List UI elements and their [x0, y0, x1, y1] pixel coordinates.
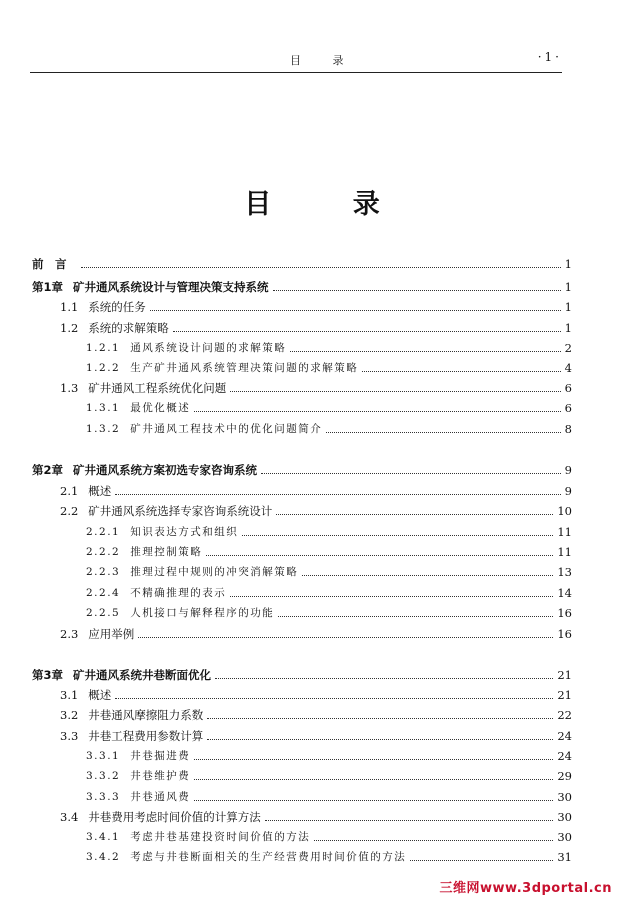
toc-entry-number: 第1章 [32, 280, 64, 294]
toc-subsection-entry [86, 789, 572, 805]
toc-entry-number: 1.2.1 [86, 342, 121, 354]
toc-entry-page: 1 [564, 280, 572, 294]
toc-entry-number: 3.3.1 [86, 750, 121, 762]
toc-subsection-entry [86, 340, 572, 356]
toc-entry-number: 3.3.3 [86, 791, 121, 803]
toc-entry-number: 2.2.2 [86, 546, 121, 558]
toc-entry-number: 2.2.1 [86, 526, 121, 538]
toc-entry-number: 2.2 [60, 504, 79, 518]
toc-entry-number: 3.3 [60, 729, 79, 743]
dot-leader [194, 759, 553, 760]
toc-entry-page: 21 [557, 668, 572, 682]
toc-subsection-entry [86, 829, 572, 845]
toc-subsection-entry [86, 421, 572, 437]
toc-entry-title: 生产矿井通风系统管理决策问题的求解策略 [130, 362, 359, 374]
toc-entry-title: 概述 [88, 484, 112, 498]
toc-subsection-entry [86, 360, 572, 376]
page-title: 目 录 [244, 189, 416, 220]
dot-leader [138, 637, 553, 638]
toc-entry-number: 2.3 [60, 627, 79, 641]
toc-entry-number: 1.3.1 [86, 402, 121, 414]
toc-entry-number: 1.1 [60, 300, 79, 314]
dot-leader [206, 555, 553, 556]
toc-entry-number: 1.2 [60, 321, 79, 335]
toc-subsection-entry [86, 564, 572, 580]
toc-entry-title: 考虑与井巷断面相关的生产经营费用时间价值的方法 [130, 851, 407, 863]
toc-entry-title: 系统的任务 [88, 300, 146, 314]
toc-entry-page: 4 [564, 361, 572, 375]
toc-chapter-entry [32, 256, 572, 272]
dot-leader [278, 616, 553, 617]
dot-leader [276, 514, 553, 515]
dot-leader [81, 267, 561, 268]
dot-leader [194, 779, 553, 780]
toc-entry-page: 9 [564, 463, 572, 477]
toc-entry-title: 人机接口与解释程序的功能 [130, 607, 275, 619]
toc-entry-number: 第2章 [32, 463, 64, 477]
toc-chapter-entry [32, 462, 572, 478]
toc-entry-title: 井巷通风摩擦阻力系数 [88, 708, 204, 722]
toc-subsection-entry [86, 585, 572, 601]
toc-entry-page: 8 [564, 422, 572, 436]
toc-entry-title: 矿井通风工程系统优化问题 [88, 381, 227, 395]
dot-leader [242, 535, 553, 536]
toc-entry-title: 矿井通风工程技术中的优化问题简介 [130, 423, 323, 435]
toc-entry-number: 3.2 [60, 708, 79, 722]
dot-leader [314, 840, 553, 841]
toc-entry-number: 3.4.2 [86, 851, 121, 863]
toc-entry-page: 29 [557, 769, 572, 783]
dot-leader [326, 432, 560, 433]
toc-entry-title: 井巷通风费 [130, 791, 191, 803]
toc-entry-number: 3.3.2 [86, 770, 121, 782]
toc-entry-title: 应用举例 [88, 627, 135, 641]
dot-leader [115, 698, 553, 699]
dot-leader [207, 739, 553, 740]
toc-section-entry [60, 809, 572, 825]
toc-entry-number: 第3章 [32, 668, 64, 682]
running-head-title: 目 录 [290, 54, 358, 67]
toc-entry-title: 矿井通风系统选择专家咨询系统设计 [88, 504, 273, 518]
toc-entry-title: 概述 [88, 688, 112, 702]
toc-section-entry [60, 707, 572, 723]
toc-section-entry [60, 626, 572, 642]
dot-leader [150, 310, 561, 311]
toc-entry-page: 22 [557, 708, 572, 722]
dot-leader [290, 351, 560, 352]
dot-leader [362, 371, 560, 372]
toc-entry-title: 井巷工程费用参数计算 [88, 729, 204, 743]
toc-entry-page: 30 [557, 830, 572, 844]
toc-entry-title: 井巷费用考虑时间价值的计算方法 [88, 810, 261, 824]
toc-entry-title: 井巷掘进费 [130, 750, 191, 762]
toc-section-entry [60, 320, 572, 336]
toc-subsection-entry [86, 544, 572, 560]
dot-leader [410, 860, 553, 861]
toc-entry-title: 最优化概述 [130, 402, 191, 414]
running-head [30, 48, 562, 73]
toc-subsection-entry [86, 748, 572, 764]
toc-entry-title: 矿井通风系统方案初选专家咨询系统 [73, 463, 258, 477]
toc-entry-page: 24 [557, 729, 572, 743]
toc-entry-number: 1.2.2 [86, 362, 121, 374]
toc-chapter-entry [32, 667, 572, 683]
toc-subsection-entry [86, 400, 572, 416]
toc-subsection-entry [86, 768, 572, 784]
toc-entry-title: 井巷维护费 [130, 770, 191, 782]
toc-entry-page: 31 [557, 850, 572, 864]
toc-entry-number: 3.4.1 [86, 831, 121, 843]
toc-section-entry [60, 687, 572, 703]
toc-entry-title: 知识表达方式和组织 [130, 526, 239, 538]
running-head-page-number: ·1· [537, 50, 562, 64]
toc-entry-title: 考虑井巷基建投资时间价值的方法 [130, 831, 311, 843]
toc-section-entry [60, 503, 572, 519]
dot-leader [273, 290, 561, 291]
toc-entry-page: 9 [564, 484, 572, 498]
toc-entry-page: 1 [564, 257, 572, 271]
toc-entry-page: 16 [557, 606, 572, 620]
dot-leader [115, 494, 560, 495]
dot-leader [215, 678, 553, 679]
toc-entry-number: 3.1 [60, 688, 79, 702]
toc-entry-title: 推理过程中规则的冲突消解策略 [130, 566, 299, 578]
toc-entry-page: 30 [557, 810, 572, 824]
toc-entry-number: 3.4 [60, 810, 79, 824]
dot-leader [194, 411, 560, 412]
toc-entry-title: 通风系统设计问题的求解策略 [130, 342, 287, 354]
toc-entry-page: 11 [557, 525, 572, 539]
site-watermark: 三维网www.3dportal.cn [439, 881, 612, 896]
toc-section-entry [60, 380, 572, 396]
dot-leader [230, 391, 560, 392]
dot-leader [261, 473, 561, 474]
toc-entry-page: 16 [557, 627, 572, 641]
toc-entry-title: 系统的求解策略 [88, 321, 169, 335]
toc-entry-number: 2.2.4 [86, 587, 121, 599]
toc-entry-number: 前 言 [32, 257, 67, 271]
toc-subsection-entry [86, 524, 572, 540]
toc-subsection-entry [86, 849, 572, 865]
toc-entry-page: 11 [557, 545, 572, 559]
toc-entry-number: 2.1 [60, 484, 79, 498]
toc-entry-page: 24 [557, 749, 572, 763]
dot-leader [265, 820, 554, 821]
dot-leader [194, 800, 553, 801]
toc-entry-number: 1.3.2 [86, 423, 121, 435]
toc-entry-page: 1 [564, 300, 572, 314]
dot-leader [207, 718, 553, 719]
toc-entry-page: 10 [557, 504, 572, 518]
toc-entry-page: 6 [564, 381, 572, 395]
toc-entry-title: 矿井通风系统井巷断面优化 [73, 668, 212, 682]
toc-entry-number: 2.2.5 [86, 607, 121, 619]
toc-entry-page: 1 [564, 321, 572, 335]
dot-leader [173, 331, 561, 332]
toc-entry-title: 推理控制策略 [130, 546, 203, 558]
toc-entry-page: 13 [557, 565, 572, 579]
toc-entry-page: 21 [557, 688, 572, 702]
dot-leader [230, 596, 553, 597]
toc-chapter-entry [32, 279, 572, 295]
toc-entry-title: 不精确推理的表示 [130, 587, 227, 599]
toc-entry-number: 1.3 [60, 381, 79, 395]
toc-entry-page: 2 [564, 341, 572, 355]
toc-subsection-entry [86, 605, 572, 621]
toc-section-entry [60, 728, 572, 744]
toc-entry-title: 矿井通风系统设计与管理决策支持系统 [73, 280, 269, 294]
toc-entry-page: 14 [557, 586, 572, 600]
dot-leader [302, 575, 553, 576]
toc-entry-page: 30 [557, 790, 572, 804]
toc-entry-page: 6 [564, 401, 572, 415]
toc-section-entry [60, 299, 572, 315]
toc-section-entry [60, 483, 572, 499]
toc-entry-number: 2.2.3 [86, 566, 121, 578]
